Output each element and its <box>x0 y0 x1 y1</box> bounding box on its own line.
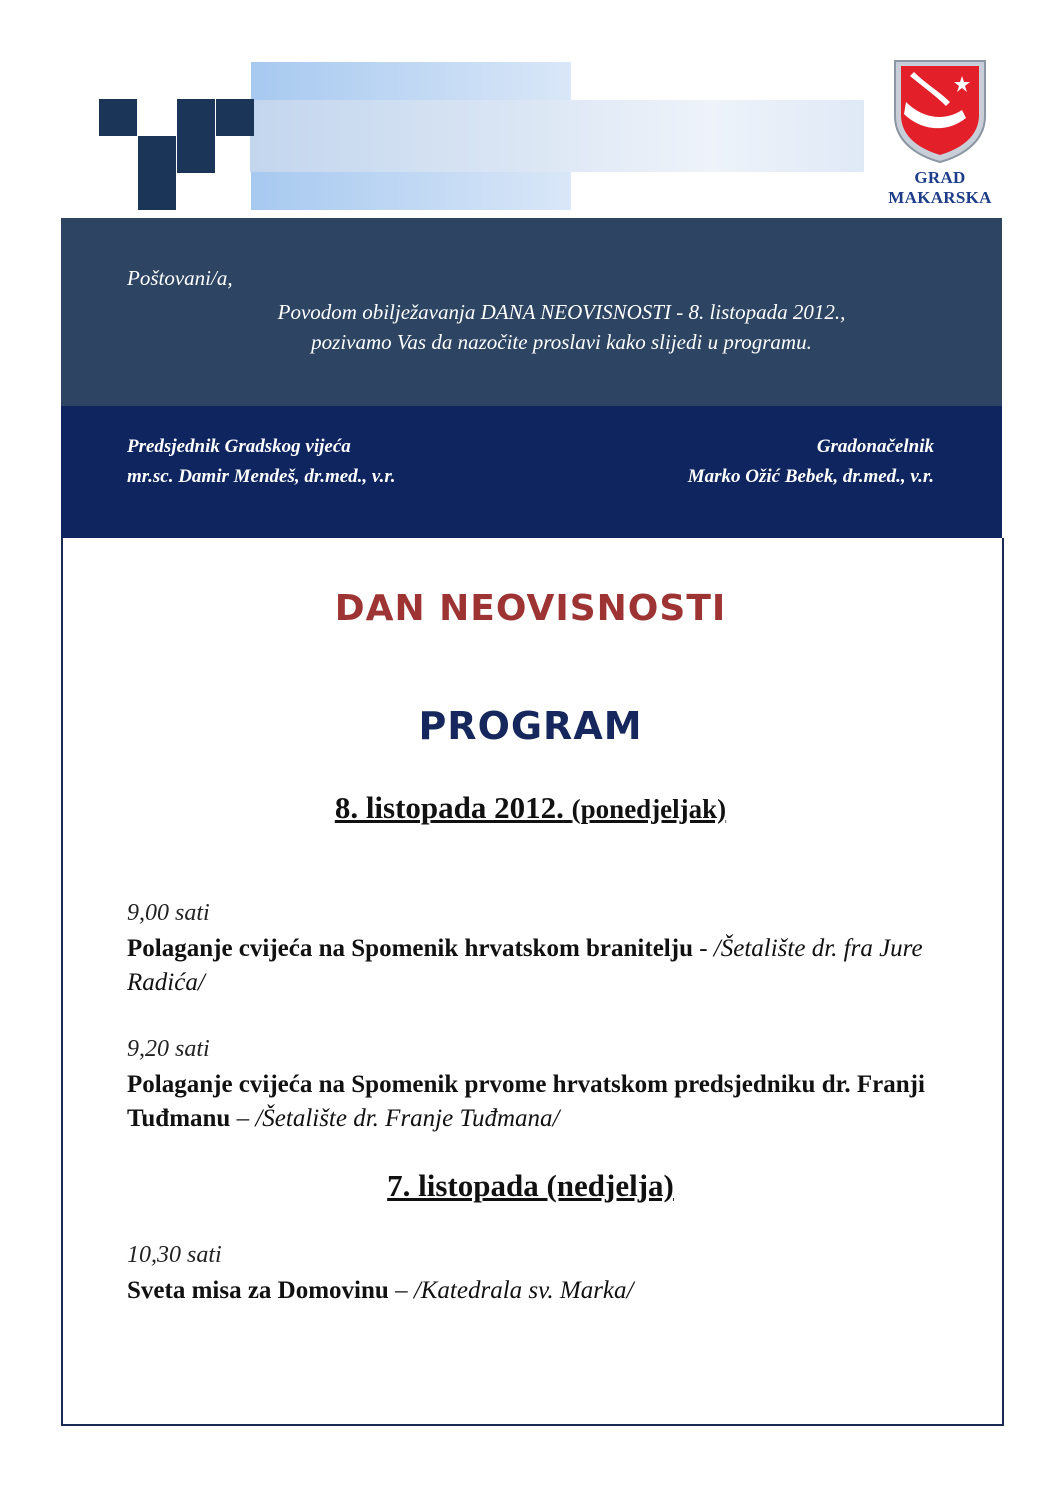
day1-item1-time: 9,00 sati <box>127 900 210 926</box>
day1-item1-sep: - <box>692 935 714 962</box>
signature-block <box>61 406 1002 538</box>
header-banner-band <box>250 100 864 172</box>
signature-left-role: Predsjednik Gradskog vijeća <box>127 436 351 457</box>
greeting-block <box>61 218 1002 406</box>
day2-item1-title: Sveta misa za Domovinu <box>127 1277 389 1304</box>
greeting-line-2: pozivamo Vas da nazočite proslavi kako slijedi u programu. <box>311 330 812 354</box>
day1-item2-sep: – <box>230 1105 256 1132</box>
checker-square <box>138 136 176 173</box>
day2-item1-place: /Katedrala sv. Marka/ <box>413 1277 634 1304</box>
day1-weekday: (ponedjeljak) <box>571 794 727 824</box>
day1-item2-place: /Šetalište dr. Franje Tuđmana/ <box>255 1105 560 1132</box>
checker-square <box>99 99 137 136</box>
day1-item2-title: Polaganje cvijeća na Spomenik prvome hrvatskom predsjedniku dr. Franji Tuđmanu <box>127 1071 925 1132</box>
day1-item2-time: 9,20 sati <box>127 1036 210 1062</box>
city-logo <box>880 58 1000 214</box>
signature-left <box>127 432 395 492</box>
checker-square <box>216 99 254 136</box>
greeting-line-1: Povodom obilježavanja DANA NEOVISNOSTI - 8. listopada 2012., <box>277 300 846 324</box>
day2-item1 <box>127 1274 987 1308</box>
signature-right-role: Gradonačelnik <box>816 436 934 457</box>
event-title: DAN NEOVISNOSTI <box>334 588 727 629</box>
checker-square <box>177 136 215 173</box>
day1-item1-title: Polaganje cvijeća na Spomenik hrvatskom branitelju <box>127 935 693 962</box>
day1-item1 <box>127 932 987 1000</box>
coat-of-arms-icon <box>892 58 988 164</box>
checker-square <box>138 173 176 210</box>
program-title: PROGRAM <box>418 704 643 748</box>
logo-text-line2: MAKARSKA <box>888 188 992 207</box>
day2-heading: 7. listopada (nedjelja) <box>387 1168 674 1203</box>
day2-item1-time: 10,30 sati <box>127 1242 222 1268</box>
day1-heading <box>0 790 1061 826</box>
logo-text-line1: GRAD <box>914 168 966 187</box>
signature-left-name: mr.sc. Damir Mendeš, dr.med., v.r. <box>127 466 396 487</box>
signature-right-name: Marko Ožić Bebek, dr.med., v.r. <box>687 466 934 487</box>
salutation: Poštovani/a, <box>127 266 233 290</box>
day2-item1-sep: – <box>388 1277 414 1304</box>
day1-item1-place: /Šetalište dr. fra Jure Radića/ <box>127 935 923 996</box>
day1-date: 8. listopada 2012. <box>334 790 564 825</box>
signature-right <box>688 432 934 492</box>
checker-square <box>177 99 215 136</box>
day1-item2 <box>127 1068 987 1136</box>
